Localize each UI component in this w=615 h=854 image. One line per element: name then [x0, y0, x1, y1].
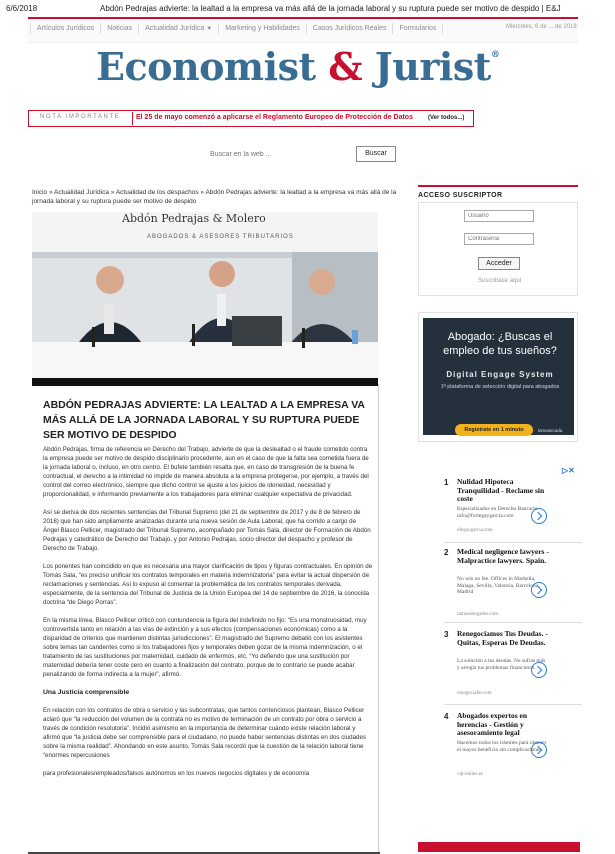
sponsored-title[interactable]: Medical negligence lawyers - Malpractice lawyers. Spain.	[457, 547, 549, 565]
article-paragraph: para profesionales/empleados/falsos autónomos en los nuevos negocios digitales y de economía	[43, 770, 310, 777]
sponsored-item[interactable]	[444, 548, 582, 618]
article-paragraph: Abdón Pedrajas, firma de referencia en Derecho del Trabajo, advierte de que la deslealtad o el fraude cometido contra la empresa puede ser motivo de despido disciplinario procedente, aun en el caso de que la falta sea cometida fuera de la jornada laboral o, incluso, en otro centro. El bufete también resalta que, en caso de transgresión de la buena fe contractual, el derecho a la intimidad no impide de manera absoluta a la empresa protegerse, por ejemplo, a través del control del correo electrónico, siempre que dicho control se ajuste a los juicios de idoneidad, necesidad y proporcionalidad, e informando previamente a los trabajadores para eliminar cualquier expectativa de privacidad.	[43, 446, 369, 498]
logo-text-left: Economist	[96, 44, 329, 89]
breadcrumb[interactable]: Inicio » Actualidad Jurídica » Actualidad de los despachos » Abdón Pedrajas advierte: la lealtad a la empresa va más allá de la jornada laboral y su ruptura puede ser motivo de despido	[32, 189, 397, 205]
press-conference-image	[32, 212, 378, 384]
ad-cta-button[interactable]: Regístrate en 1 minuto	[455, 424, 533, 436]
sponsored-url[interactable]: ofegaygarcia.com	[457, 528, 493, 533]
sponsored-number: 2	[444, 548, 449, 557]
adchoices-icon[interactable]: ▷✕	[562, 466, 575, 475]
print-date: 6/6/2018	[6, 4, 38, 13]
notice-more-link[interactable]: (Ver todos...)	[428, 115, 465, 121]
sponsored-title[interactable]: Nulidad Hipoteca Tranquilidad - Reclame sin coste	[457, 477, 545, 503]
subscribe-link[interactable]: Suscríbase aquí	[478, 278, 522, 284]
login-button[interactable]: Acceder	[478, 257, 520, 270]
sponsored-title[interactable]: Renegociamos Tus Deudas. - Quitas, Esperas De Deudas.	[457, 629, 548, 647]
ad-title[interactable]: Abogado: ¿Buscas el empleo de tus sueños?	[443, 331, 557, 357]
password-field[interactable]	[464, 233, 534, 245]
ad-tagline: 1ª plataforma de selección digital para abogados	[440, 384, 560, 390]
article-photo	[32, 212, 378, 384]
chevron-right-icon[interactable]	[531, 742, 547, 758]
print-title: Abdón Pedrajas advierte: la lealtad a la empresa va más allá de la jornada laboral y su ruptura puede ser motivo de despido | E&J	[100, 4, 561, 13]
article-body	[43, 445, 373, 787]
sponsored-url[interactable]: ramosabogados.com	[457, 612, 498, 617]
divider	[444, 704, 582, 705]
article-paragraph: Los ponentes han coincidido en que es necesaria una mayor clarificación de tipos y figuras contractuales. En opinión de Tomás Sala, “es preciso unificar los contratos temporales en materia indemnizatoria” para evitar la actual dispersión de reclamaciones y sentencias. Así lo expuso al comentar la problemática de los contratos temporales derivada, especialmente, de la sentencia del Tribunal de Justicia de la Unión Europea del 14 de septiembre de 2016, la conocida doctrina “de Diego Porras”.	[43, 563, 373, 606]
photo-caption-bar	[32, 378, 378, 386]
chevron-right-icon[interactable]	[531, 662, 547, 678]
nav-item-actualidad-label: Actualidad Jurídica	[145, 25, 205, 32]
divider	[444, 542, 582, 543]
main-nav	[30, 23, 443, 34]
logo-text-right: Jurist	[362, 44, 491, 89]
sponsored-url[interactable]: vip-online.es	[457, 772, 483, 777]
section-rule	[418, 185, 578, 187]
search-input[interactable]	[210, 146, 350, 162]
nav-item-actualidad[interactable]	[139, 23, 219, 34]
sponsored-item[interactable]	[444, 630, 582, 700]
nav-item-casos[interactable]: Casos Jurídicos Reales	[307, 23, 394, 34]
sponsored-number: 3	[444, 630, 449, 639]
chevron-down-icon: ▼	[206, 26, 213, 32]
sponsored-desc: Especializados en Derecho Bancario info@fortegaygarcia.com	[457, 506, 538, 519]
banner-title: Abdón Pedrajas & Molero	[122, 212, 266, 225]
sponsored-item[interactable]	[444, 712, 582, 782]
sidebar-footer-bar	[418, 842, 580, 852]
logo-ampersand: &	[328, 44, 363, 89]
chevron-right-icon[interactable]	[531, 582, 547, 598]
sponsored-desc: No win no fee. Offices in Marbella, Malaga, Sevilla, Valencia, Barcelona, Madrid	[457, 576, 540, 595]
sponsored-title[interactable]: Abogados expertos en herencias - Gestión y asesoramiento legal	[457, 711, 528, 737]
notice-label: NOTA IMPORTANTE	[40, 114, 121, 120]
banner-subtitle: ABOGADOS & ASESORES TRIBUTARIOS	[147, 234, 294, 240]
sponsored-desc: La solución a tus deudas. No sufras más y arregla tus problemas financieros.	[457, 658, 546, 671]
sponsored-number: 4	[444, 712, 449, 721]
notice-text[interactable]: El 25 de mayo comenzó a aplicarse el Reglamento Europeo de Protección de Datos	[136, 114, 413, 121]
nav-item-articulos[interactable]: Artículos Jurídicos	[30, 23, 101, 34]
article-paragraph: Así se deriva de dos recientes sentencias del Tribunal Supremo (del 21 de septiembre de 2017 y de 8 de febrero de 2018) que han sido ampliamente analizadas durante una nueva sesión de Aula Laboral, que ha corrido a cargo de Ángel Blasco Pellicer, magistrado del Tribunal Supremo, acompañado por Tomás Sala, director de Formación de Abdón Pedrajas y catedrático de Derecho del Trabajo, y por Antonio Pedrajas, socio director del despacho y profesor de Derecho de Trabajo.	[43, 509, 371, 552]
column-divider	[378, 384, 379, 854]
search-button[interactable]: Buscar	[356, 146, 396, 162]
article-subheading: Una Justicia comprensible	[43, 689, 130, 696]
username-field[interactable]	[464, 210, 534, 222]
nav-item-marketing[interactable]: Marketing y Habilidades	[219, 23, 307, 34]
divider	[444, 622, 582, 623]
sponsored-url[interactable]: renegociafer.com	[457, 691, 492, 696]
notice-divider	[132, 112, 133, 125]
site-logo[interactable]	[96, 44, 499, 89]
article-headline: ABDÓN PEDRAJAS ADVIERTE: LA LEALTAD A LA EMPRESA VA MÁS ALLÁ DE LA JORNADA LABORAL Y SU RUPTURA PUEDE SER MOTIVO DE DESPIDO	[43, 399, 365, 441]
login-title: ACCESO SUSCRIPTOR	[418, 192, 503, 199]
registered-mark: ®	[490, 50, 500, 60]
chevron-right-icon[interactable]	[531, 508, 547, 524]
ad-logo: lamasecada	[538, 428, 563, 433]
ad-brand: Digital Engage System	[446, 370, 554, 379]
sponsored-item[interactable]	[444, 478, 582, 538]
sponsored-number: 1	[444, 478, 449, 487]
nav-item-formularios[interactable]: Formularios	[393, 23, 443, 34]
article-paragraph: En relación con los contratos de obra o servicio y las subcontratas, que tantos contenciosos plantean, Blasco Pellicer aclaró que “la reducción del volumen de la contrata no es motivo de terminación de un contrato por obra o servicio a través de condición resolutoria”. Incidió asimismo en la importancia de determinar cuándo existe relación laboral y afirmó que “la justicia debe ser comprensible para el ciudadano, no puede haber sentencias distintas en dos ciudades sobre la misma realidad”. Ahondando en este asunto, Tomás Sala recordó que la cuestión de la relación laboral tiene “enormes repercusiones	[43, 707, 366, 759]
sponsored-desc: Hacemos todos los trámites para obtener el mayor beneficio sin complicaciones.	[457, 740, 547, 753]
header-date: Miércoles, 6 de ... de 2018	[506, 24, 577, 30]
article-paragraph: En la misma línea, Blasco Pellicer criticó con contundencia la figura del indefinido no fijo: “Es una monstruosidad, muy controvertida tanto en relación a las vías de extinción y a sus efectos (compensaciones económicas) como a la disparidad de criterios que mantienen distintas jurisdicciones”. El magistrado del Supremo debatió con los asistentes sobre temas tan candentes como si los trabajadores fijos y temporales deben gozar de la misma indemnización, o el tratamiento de las sustituciones por maternidad, cuidado de enfermos, etc. “Yo defiendo que una sustitución por maternidad debería tener coste cero en cuanto a finalización del contrato, porque de lo contrario se puede acabar penalizando de forma indirecta a la mujer”, afirmó.	[43, 617, 367, 678]
nav-item-noticias[interactable]: Noticias	[101, 23, 139, 34]
